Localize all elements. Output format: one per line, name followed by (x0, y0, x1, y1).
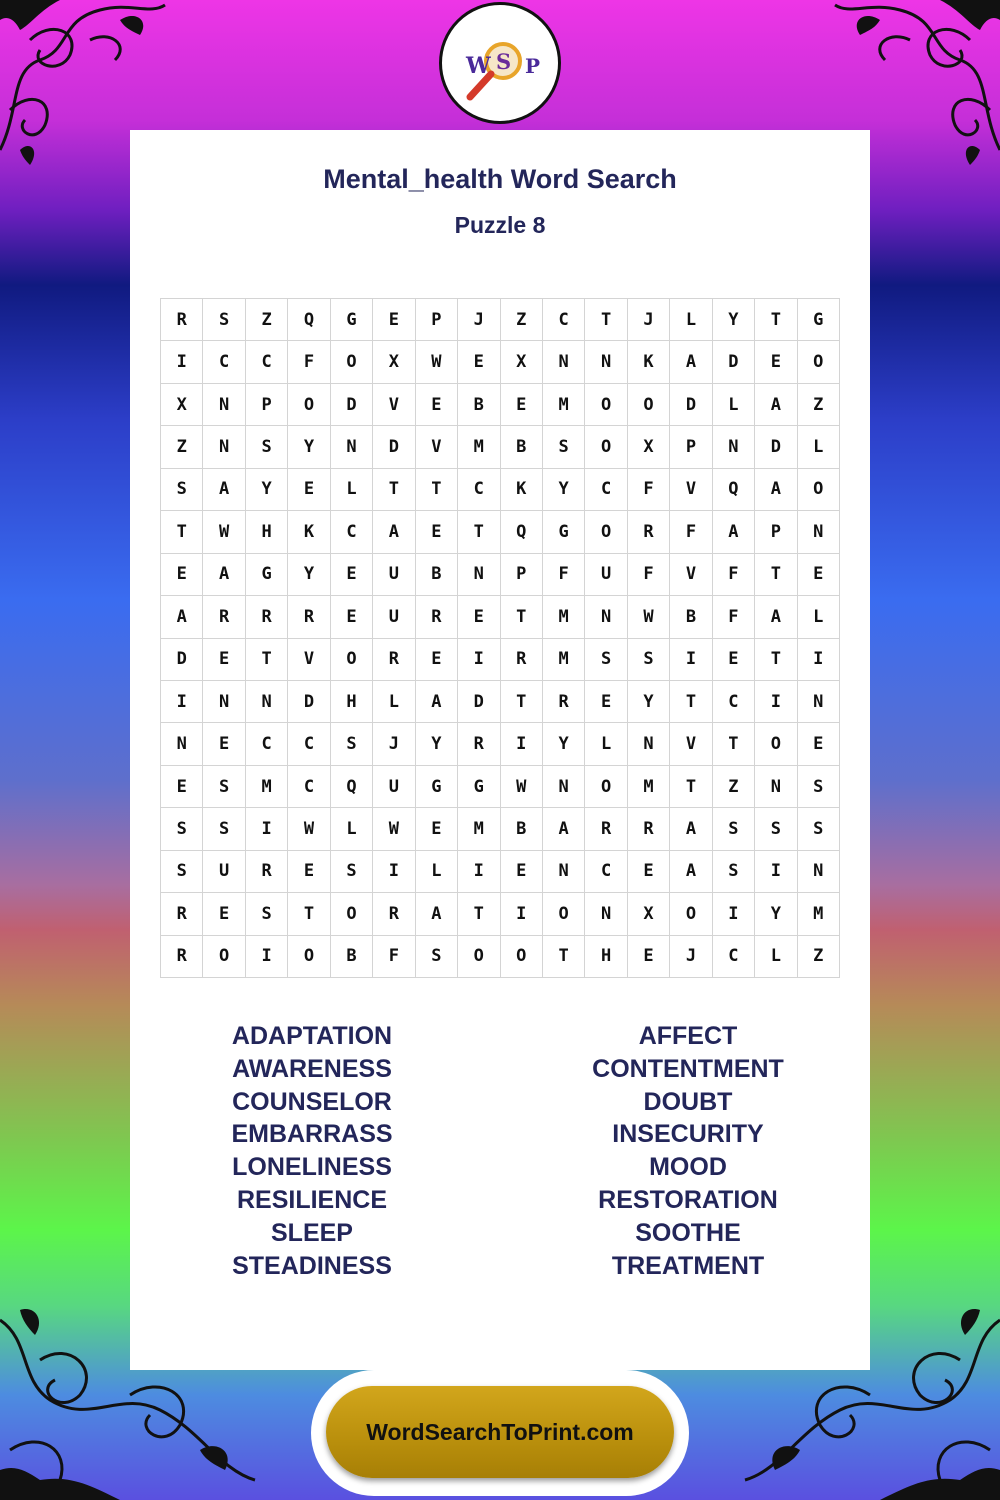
grid-cell: T (755, 299, 797, 341)
grid-cell: E (203, 893, 245, 935)
grid-cell: A (713, 511, 755, 553)
grid-cell: J (670, 936, 712, 978)
grid-cell: S (203, 808, 245, 850)
word-item: SOOTHE (635, 1218, 741, 1247)
grid-cell: E (416, 511, 458, 553)
grid-cell: E (798, 554, 840, 596)
grid-cell: M (458, 808, 500, 850)
grid-cell: P (670, 426, 712, 468)
grid-cell: I (501, 893, 543, 935)
grid-cell: O (585, 511, 627, 553)
grid-cell: U (373, 596, 415, 638)
grid-cell: D (713, 341, 755, 383)
grid-cell: N (203, 384, 245, 426)
grid-cell: E (628, 936, 670, 978)
grid-cell: T (713, 723, 755, 765)
grid-cell: G (543, 511, 585, 553)
grid-cell: T (288, 893, 330, 935)
grid-cell: N (585, 893, 627, 935)
grid-cell: N (798, 681, 840, 723)
grid-cell: S (161, 808, 203, 850)
grid-cell: R (501, 639, 543, 681)
grid-cell: E (416, 384, 458, 426)
grid-cell: A (670, 341, 712, 383)
grid-cell: O (755, 723, 797, 765)
grid-cell: D (458, 681, 500, 723)
grid-cell: N (585, 341, 627, 383)
grid-cell: U (373, 554, 415, 596)
grid-cell: N (246, 681, 288, 723)
grid-cell: N (755, 766, 797, 808)
grid-cell: F (288, 341, 330, 383)
grid-cell: U (203, 851, 245, 893)
grid-cell: J (373, 723, 415, 765)
grid-cell: Z (798, 936, 840, 978)
grid-cell: F (713, 596, 755, 638)
grid-cell: U (585, 554, 627, 596)
grid-cell: O (288, 936, 330, 978)
grid-cell: H (246, 511, 288, 553)
grid-cell: O (331, 341, 373, 383)
grid-cell: D (670, 384, 712, 426)
grid-cell: R (416, 596, 458, 638)
word-item: RESILIENCE (236, 1185, 388, 1214)
grid-cell: N (585, 596, 627, 638)
grid-cell: T (585, 299, 627, 341)
grid-cell: Y (246, 469, 288, 511)
grid-cell: Z (161, 426, 203, 468)
grid-cell: E (458, 341, 500, 383)
grid-cell: S (203, 299, 245, 341)
word-item: RESTORATION (598, 1185, 778, 1214)
grid-cell: P (416, 299, 458, 341)
grid-cell: L (331, 808, 373, 850)
grid-cell: Y (288, 426, 330, 468)
page-title: Mental_health Word Search (323, 164, 677, 194)
grid-cell: N (203, 426, 245, 468)
grid-cell: V (670, 554, 712, 596)
grid-cell: A (670, 851, 712, 893)
grid-cell: L (373, 681, 415, 723)
grid-cell: X (161, 384, 203, 426)
grid-cell: R (246, 851, 288, 893)
grid-cell: E (798, 723, 840, 765)
grid-cell: A (543, 808, 585, 850)
grid-cell: W (373, 808, 415, 850)
grid-cell: T (755, 639, 797, 681)
grid-cell: T (670, 681, 712, 723)
grid-cell: R (161, 936, 203, 978)
grid-cell: B (501, 808, 543, 850)
grid-cell: B (458, 384, 500, 426)
grid-cell: V (416, 426, 458, 468)
grid-cell: D (755, 426, 797, 468)
grid-cell: X (501, 341, 543, 383)
grid-cell: O (331, 639, 373, 681)
grid-cell: S (798, 808, 840, 850)
grid-cell: A (416, 893, 458, 935)
grid-cell: N (543, 341, 585, 383)
grid-cell: I (501, 723, 543, 765)
grid-cell: S (755, 808, 797, 850)
word-item: SLEEP (271, 1218, 353, 1247)
grid-cell: N (331, 426, 373, 468)
site-banner[interactable] (326, 1386, 674, 1478)
grid-cell: Q (288, 299, 330, 341)
grid-cell: I (246, 936, 288, 978)
grid-cell: J (628, 299, 670, 341)
grid-cell: Q (331, 766, 373, 808)
grid-cell: Z (246, 299, 288, 341)
puzzle-card (130, 130, 870, 1370)
grid-cell: L (798, 596, 840, 638)
grid-cell: I (458, 851, 500, 893)
grid-cell: H (331, 681, 373, 723)
grid-cell: Y (288, 554, 330, 596)
grid-cell: R (161, 299, 203, 341)
grid-cell: O (585, 384, 627, 426)
grid-cell: R (628, 808, 670, 850)
grid-cell: E (585, 681, 627, 723)
grid-cell: Y (543, 723, 585, 765)
grid-cell: O (585, 766, 627, 808)
grid-cell: N (713, 426, 755, 468)
word-item: INSECURITY (612, 1120, 764, 1149)
grid-cell: M (628, 766, 670, 808)
grid-cell: W (501, 766, 543, 808)
grid-cell: E (416, 808, 458, 850)
grid-cell: K (288, 511, 330, 553)
word-item: DOUBT (643, 1087, 733, 1116)
grid-cell: F (628, 554, 670, 596)
grid-cell: T (458, 893, 500, 935)
grid-cell: G (416, 766, 458, 808)
logo-letter-p: P (525, 54, 541, 78)
grid-cell: O (543, 893, 585, 935)
grid-cell: C (246, 723, 288, 765)
grid-cell: N (458, 554, 500, 596)
grid-cell: E (458, 596, 500, 638)
grid-cell: M (543, 596, 585, 638)
grid-cell: S (713, 851, 755, 893)
grid-cell: C (288, 766, 330, 808)
grid-cell: E (628, 851, 670, 893)
grid-cell: S (246, 893, 288, 935)
grid-cell: F (628, 469, 670, 511)
puzzle-number: Puzzle 8 (454, 212, 546, 238)
grid-cell: R (543, 681, 585, 723)
grid-cell: I (458, 639, 500, 681)
word-item: TREATMENT (611, 1251, 765, 1280)
grid-cell: H (585, 936, 627, 978)
grid-cell: E (331, 554, 373, 596)
grid-cell: X (628, 426, 670, 468)
word-item: STEADINESS (232, 1251, 392, 1280)
grid-cell: C (713, 681, 755, 723)
grid-cell: N (628, 723, 670, 765)
word-item: LONELINESS (232, 1153, 392, 1182)
grid-cell: K (501, 469, 543, 511)
grid-cell: T (373, 469, 415, 511)
grid-cell: W (628, 596, 670, 638)
grid-cell: S (331, 723, 373, 765)
grid-cell: X (373, 341, 415, 383)
grid-cell: I (161, 341, 203, 383)
word-item: AFFECT (638, 1022, 738, 1050)
grid-cell: V (670, 469, 712, 511)
grid-cell: O (203, 936, 245, 978)
grid-cell: E (501, 384, 543, 426)
grid-cell: E (203, 639, 245, 681)
grid-cell: T (501, 681, 543, 723)
grid-cell: P (246, 384, 288, 426)
grid-cell: I (161, 681, 203, 723)
grid-cell: B (670, 596, 712, 638)
grid-cell: M (246, 766, 288, 808)
grid-cell: S (161, 851, 203, 893)
grid-cell: O (670, 893, 712, 935)
grid-cell: S (628, 639, 670, 681)
grid-cell: W (203, 511, 245, 553)
word-item: ADAPTATION (231, 1022, 393, 1050)
grid-cell: Y (543, 469, 585, 511)
grid-cell: R (585, 808, 627, 850)
grid-cell: L (755, 936, 797, 978)
grid-cell: K (628, 341, 670, 383)
grid-cell: L (670, 299, 712, 341)
grid-cell: L (585, 723, 627, 765)
grid-cell: A (755, 596, 797, 638)
grid-cell: M (458, 426, 500, 468)
grid-cell: G (331, 299, 373, 341)
word-item: MOOD (649, 1153, 727, 1182)
grid-cell: S (161, 469, 203, 511)
grid-cell: N (798, 511, 840, 553)
grid-cell: T (246, 639, 288, 681)
grid-cell: E (755, 341, 797, 383)
grid-cell: C (203, 341, 245, 383)
grid-cell: A (755, 469, 797, 511)
logo-letter-w: W (466, 53, 491, 79)
grid-cell: V (288, 639, 330, 681)
grid-cell: T (501, 596, 543, 638)
grid-cell: I (713, 893, 755, 935)
grid-cell: C (331, 511, 373, 553)
grid-cell: F (373, 936, 415, 978)
grid-cell: L (798, 426, 840, 468)
grid-cell: D (161, 639, 203, 681)
grid-cell: G (246, 554, 288, 596)
grid-cell: Z (798, 384, 840, 426)
grid-cell: B (416, 554, 458, 596)
grid-cell: P (755, 511, 797, 553)
grid-cell: E (161, 766, 203, 808)
grid-cell: E (373, 299, 415, 341)
grid-cell: F (543, 554, 585, 596)
grid-cell: O (501, 936, 543, 978)
grid-cell: Z (501, 299, 543, 341)
grid-cell: B (331, 936, 373, 978)
grid-cell: E (501, 851, 543, 893)
grid-cell: F (713, 554, 755, 596)
grid-cell: O (458, 936, 500, 978)
grid-cell: G (458, 766, 500, 808)
grid-cell: O (331, 893, 373, 935)
grid-cell: Q (501, 511, 543, 553)
grid-cell: M (798, 893, 840, 935)
grid-cell: R (458, 723, 500, 765)
grid-cell: D (373, 426, 415, 468)
grid-cell: W (288, 808, 330, 850)
grid-cell: Y (713, 299, 755, 341)
grid-cell: S (798, 766, 840, 808)
grid-cell: R (628, 511, 670, 553)
grid-cell: N (543, 766, 585, 808)
grid-cell: P (501, 554, 543, 596)
grid-cell: R (373, 639, 415, 681)
grid-cell: C (543, 299, 585, 341)
grid-cell: J (458, 299, 500, 341)
grid-cell: T (416, 469, 458, 511)
grid-cell: E (288, 469, 330, 511)
grid-cell: L (331, 469, 373, 511)
grid-cell: R (161, 893, 203, 935)
grid-cell: R (373, 893, 415, 935)
grid-cell: R (288, 596, 330, 638)
grid-cell: E (713, 639, 755, 681)
grid-cell: C (246, 341, 288, 383)
grid-cell: C (288, 723, 330, 765)
grid-cell: C (585, 469, 627, 511)
grid-cell: N (161, 723, 203, 765)
word-item: AWARENESS (232, 1054, 392, 1083)
grid-cell: N (203, 681, 245, 723)
grid-cell: A (373, 511, 415, 553)
grid-cell: M (543, 639, 585, 681)
grid-cell: X (628, 893, 670, 935)
grid-cell: S (203, 766, 245, 808)
grid-cell: O (798, 469, 840, 511)
grid-cell: D (331, 384, 373, 426)
grid-cell: V (373, 384, 415, 426)
word-list-right (528, 1020, 848, 1282)
grid-cell: G (798, 299, 840, 341)
grid-cell: R (246, 596, 288, 638)
word-item: CONTENTMENT (592, 1054, 784, 1083)
grid-cell: O (798, 341, 840, 383)
grid-cell: A (755, 384, 797, 426)
grid-cell: A (670, 808, 712, 850)
grid-cell: O (288, 384, 330, 426)
wsp-logo (439, 2, 561, 124)
grid-cell: C (585, 851, 627, 893)
grid-cell: A (416, 681, 458, 723)
letter-grid (160, 298, 840, 978)
grid-cell: N (543, 851, 585, 893)
grid-cell: I (246, 808, 288, 850)
grid-cell: T (670, 766, 712, 808)
grid-cell: S (331, 851, 373, 893)
grid-cell: Z (713, 766, 755, 808)
grid-cell: S (416, 936, 458, 978)
logo-letter-s: S (496, 49, 512, 74)
grid-cell: T (458, 511, 500, 553)
grid-cell: E (203, 723, 245, 765)
grid-cell: T (161, 511, 203, 553)
grid-cell: E (331, 596, 373, 638)
grid-cell: L (416, 851, 458, 893)
grid-cell: V (670, 723, 712, 765)
grid-cell: I (373, 851, 415, 893)
grid-cell: S (543, 426, 585, 468)
word-item: EMBARRASS (231, 1120, 393, 1149)
grid-cell: E (416, 639, 458, 681)
grid-cell: A (161, 596, 203, 638)
grid-cell: S (713, 808, 755, 850)
grid-cell: I (755, 681, 797, 723)
grid-cell: D (288, 681, 330, 723)
grid-cell: A (203, 469, 245, 511)
grid-cell: I (755, 851, 797, 893)
grid-cell: O (628, 384, 670, 426)
site-url: WordSearchToPrint.com (366, 1418, 634, 1445)
grid-cell: Y (628, 681, 670, 723)
grid-cell: E (161, 554, 203, 596)
grid-cell: A (203, 554, 245, 596)
grid-cell: O (585, 426, 627, 468)
grid-cell: B (501, 426, 543, 468)
word-item: COUNSELOR (232, 1087, 392, 1116)
grid-cell: C (713, 936, 755, 978)
grid-cell: M (543, 384, 585, 426)
word-list-left (152, 1020, 472, 1282)
grid-cell: Y (755, 893, 797, 935)
grid-cell: W (416, 341, 458, 383)
grid-cell: E (288, 851, 330, 893)
grid-cell: L (713, 384, 755, 426)
grid-cell: R (203, 596, 245, 638)
grid-cell: S (246, 426, 288, 468)
grid-cell: N (798, 851, 840, 893)
grid-cell: F (670, 511, 712, 553)
grid-cell: C (458, 469, 500, 511)
grid-cell: Y (416, 723, 458, 765)
grid-cell: U (373, 766, 415, 808)
grid-cell: T (755, 554, 797, 596)
grid-cell: T (543, 936, 585, 978)
grid-cell: Q (713, 469, 755, 511)
grid-cell: S (585, 639, 627, 681)
grid-cell: I (798, 639, 840, 681)
grid-cell: I (670, 639, 712, 681)
